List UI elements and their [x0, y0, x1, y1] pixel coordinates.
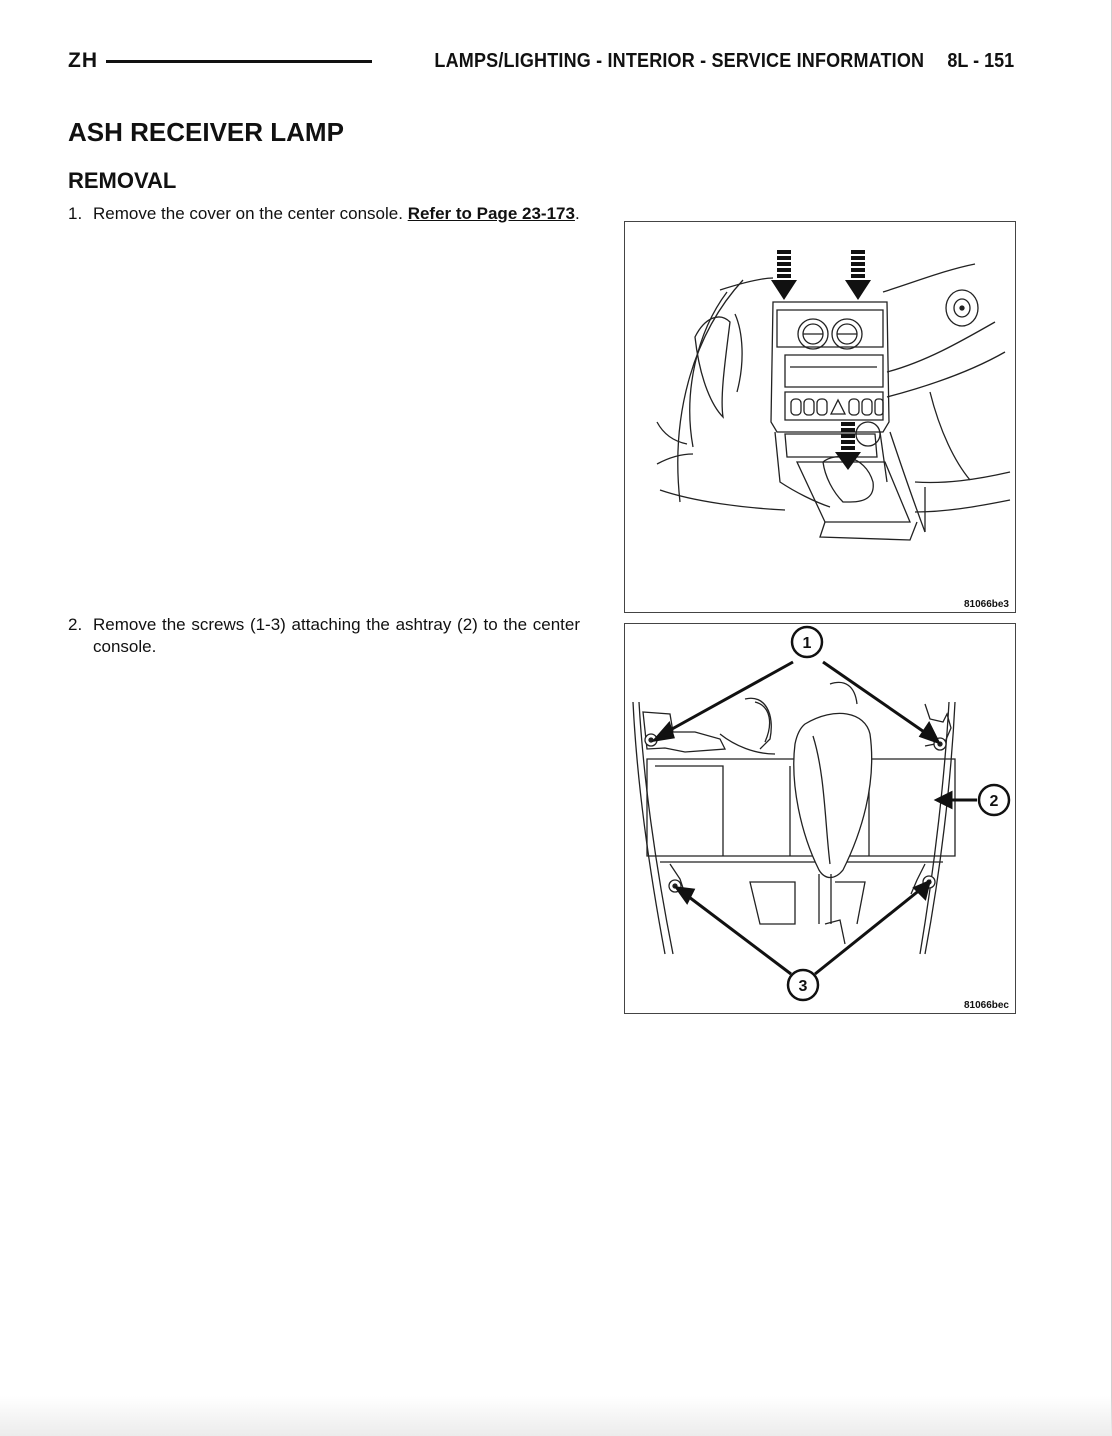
steering-wheel-spoke	[695, 317, 730, 417]
shift-knob	[794, 713, 872, 877]
refer-to-page-link[interactable]: Refer to Page 23-173	[407, 204, 575, 223]
step-1	[68, 203, 580, 225]
step-1-suffix: .	[574, 204, 580, 223]
radio-slot	[785, 355, 883, 387]
callout-2-label: 2	[989, 793, 999, 810]
page-header	[68, 46, 1014, 76]
steering-wheel-inner	[690, 292, 727, 447]
figure-ashtray-screws	[624, 623, 1016, 1014]
section-title: ASH RECEIVER LAMP	[68, 117, 344, 147]
page-bottom-shade	[0, 1396, 1112, 1436]
figure-id: 81066bec	[963, 1000, 1009, 1011]
arrow-down-icon	[845, 250, 871, 300]
ashtray-screws-illustration	[625, 624, 1015, 1013]
steering-wheel-outer	[678, 280, 743, 502]
step-number: 1.	[68, 204, 83, 223]
figure-console-cover	[624, 221, 1016, 613]
callout-1-label: 1	[802, 635, 812, 652]
header-vehicle-code: ZH	[68, 49, 98, 72]
header-rule	[106, 60, 372, 63]
step-1-body: Remove the cover on the center console.	[93, 204, 403, 223]
callout-3-label: 3	[798, 978, 808, 995]
figure-id: 81066be3	[963, 599, 1009, 610]
arrow-down-icon	[771, 250, 797, 300]
step-text	[68, 203, 580, 225]
header-title: LAMPS/LIGHTING - INTERIOR - SERVICE INFORMATION	[434, 49, 924, 72]
hazard-button-icon	[831, 400, 845, 414]
console-cover-illustration	[625, 222, 1015, 612]
header-page-number: 8L - 151	[947, 49, 1014, 72]
subsection-title: REMOVAL	[68, 168, 177, 193]
step-number: 2.	[68, 615, 83, 634]
step-2	[68, 614, 580, 658]
step-text: Remove the screws (1-3) attaching the ashtray (2) to the center console.	[93, 615, 580, 656]
